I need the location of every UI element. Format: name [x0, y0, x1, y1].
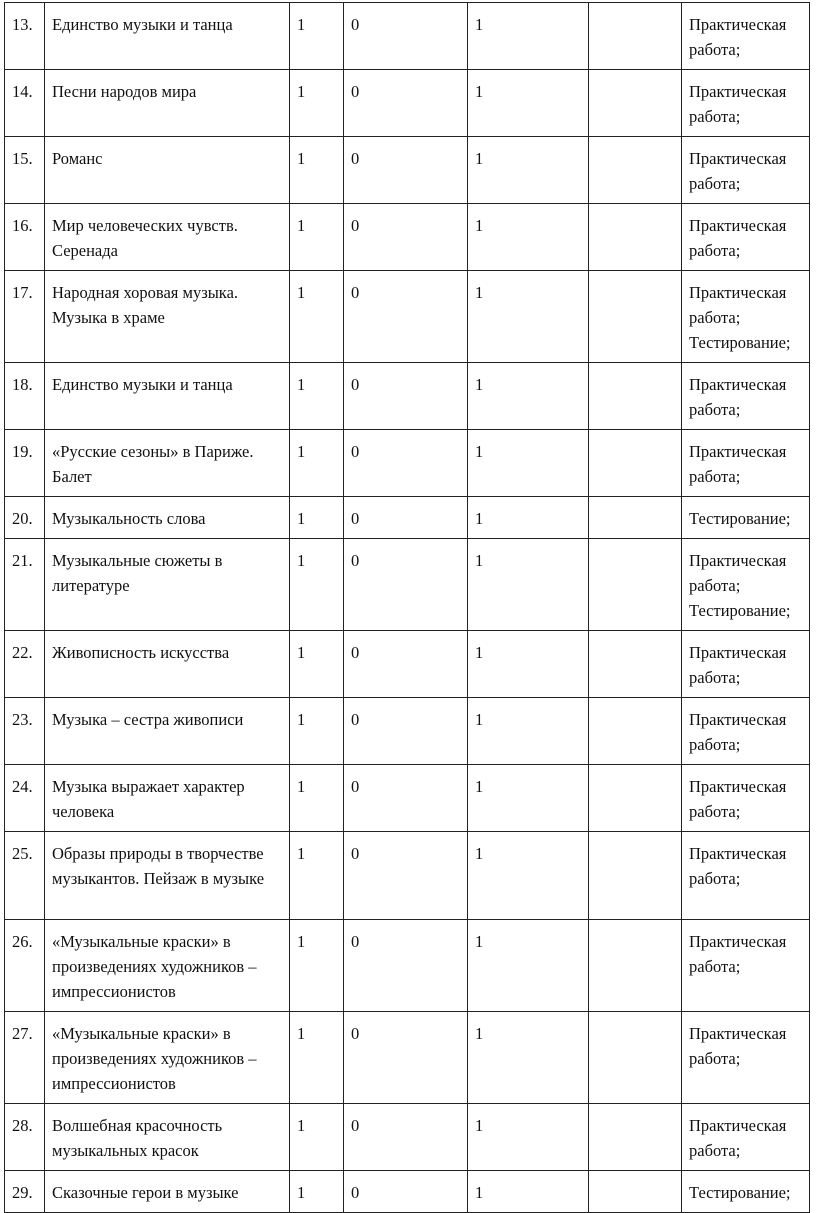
total-hours: 1	[290, 1012, 344, 1104]
control-hours: 0	[344, 631, 468, 698]
row-number: 27.	[5, 1012, 45, 1104]
table-row	[5, 832, 810, 920]
control-form: Практическая работа;	[682, 920, 810, 1012]
control-hours: 0	[344, 920, 468, 1012]
total-hours: 1	[290, 765, 344, 832]
control-form: Практическая работа;	[682, 204, 810, 271]
extra-column	[589, 3, 682, 70]
control-form: Практическая работа;	[682, 631, 810, 698]
extra-column	[589, 137, 682, 204]
control-form: Практическая работа;	[682, 430, 810, 497]
control-hours: 0	[344, 765, 468, 832]
table-row	[5, 271, 810, 363]
extra-column	[589, 430, 682, 497]
row-number: 22.	[5, 631, 45, 698]
lesson-topic: Народная хоровая музыка. Музыка в храме	[45, 271, 290, 363]
lesson-topic: «Русские сезоны» в Париже. Балет	[45, 430, 290, 497]
control-hours: 0	[344, 430, 468, 497]
extra-column	[589, 271, 682, 363]
row-number: 15.	[5, 137, 45, 204]
total-hours: 1	[290, 204, 344, 271]
row-number: 13.	[5, 3, 45, 70]
control-form: Практическая работа;	[682, 832, 810, 920]
table-row	[5, 204, 810, 271]
table-row	[5, 1012, 810, 1104]
total-hours: 1	[290, 1171, 344, 1213]
row-number: 19.	[5, 430, 45, 497]
total-hours: 1	[290, 832, 344, 920]
control-form: Практическая работа;	[682, 1104, 810, 1171]
extra-column	[589, 832, 682, 920]
extra-column	[589, 920, 682, 1012]
extra-column	[589, 204, 682, 271]
practice-hours: 1	[468, 1012, 589, 1104]
lesson-topic: «Музыкальные краски» в произведениях художников – импрессионистов	[45, 1012, 290, 1104]
total-hours: 1	[290, 70, 344, 137]
control-hours: 0	[344, 539, 468, 631]
row-number: 17.	[5, 271, 45, 363]
lesson-topic: Музыкальные сюжеты в литературе	[45, 539, 290, 631]
control-hours: 0	[344, 3, 468, 70]
control-hours: 0	[344, 70, 468, 137]
control-hours: 0	[344, 1171, 468, 1213]
table-row	[5, 1104, 810, 1171]
practice-hours: 1	[468, 137, 589, 204]
control-form: Практическая работа;	[682, 3, 810, 70]
lesson-topic: Романс	[45, 137, 290, 204]
practice-hours: 1	[468, 832, 589, 920]
row-number: 21.	[5, 539, 45, 631]
control-hours: 0	[344, 1012, 468, 1104]
total-hours: 1	[290, 631, 344, 698]
control-form: Практическая работа;	[682, 363, 810, 430]
lesson-topic: Единство музыки и танца	[45, 363, 290, 430]
lesson-topic: Музыкальность слова	[45, 497, 290, 539]
lesson-topic: Песни народов мира	[45, 70, 290, 137]
control-hours: 0	[344, 698, 468, 765]
extra-column	[589, 539, 682, 631]
practice-hours: 1	[468, 631, 589, 698]
extra-column	[589, 1012, 682, 1104]
table-row	[5, 765, 810, 832]
control-hours: 0	[344, 1104, 468, 1171]
row-number: 14.	[5, 70, 45, 137]
total-hours: 1	[290, 539, 344, 631]
practice-hours: 1	[468, 1171, 589, 1213]
total-hours: 1	[290, 920, 344, 1012]
practice-hours: 1	[468, 539, 589, 631]
extra-column	[589, 1104, 682, 1171]
control-form: Практическая работа;	[682, 698, 810, 765]
control-hours: 0	[344, 204, 468, 271]
lesson-topic: Мир человеческих чувств. Серенада	[45, 204, 290, 271]
practice-hours: 1	[468, 698, 589, 765]
control-form: Практическая работа;	[682, 137, 810, 204]
practice-hours: 1	[468, 497, 589, 539]
row-number: 26.	[5, 920, 45, 1012]
control-form: Практическая работа;	[682, 70, 810, 137]
row-number: 16.	[5, 204, 45, 271]
control-form: Практическая работа; Тестирование;	[682, 271, 810, 363]
table-row	[5, 363, 810, 430]
total-hours: 1	[290, 271, 344, 363]
row-number: 28.	[5, 1104, 45, 1171]
lesson-topic: Живописность искусства	[45, 631, 290, 698]
control-hours: 0	[344, 832, 468, 920]
lesson-topic: Музыка – сестра живописи	[45, 698, 290, 765]
lesson-topic: Волшебная красочность музыкальных красок	[45, 1104, 290, 1171]
practice-hours: 1	[468, 765, 589, 832]
lesson-topic: «Музыкальные краски» в произведениях художников – импрессионистов	[45, 920, 290, 1012]
total-hours: 1	[290, 363, 344, 430]
row-number: 29.	[5, 1171, 45, 1213]
lesson-topic: Единство музыки и танца	[45, 3, 290, 70]
total-hours: 1	[290, 430, 344, 497]
extra-column	[589, 698, 682, 765]
table-row	[5, 1171, 810, 1213]
lesson-topic: Образы природы в творчестве музыкантов. Пейзаж в музыке	[45, 832, 290, 920]
extra-column	[589, 70, 682, 137]
control-form: Тестирование;	[682, 1171, 810, 1213]
row-number: 25.	[5, 832, 45, 920]
practice-hours: 1	[468, 271, 589, 363]
control-hours: 0	[344, 497, 468, 539]
control-hours: 0	[344, 271, 468, 363]
extra-column	[589, 631, 682, 698]
practice-hours: 1	[468, 920, 589, 1012]
control-form: Практическая работа; Тестирование;	[682, 539, 810, 631]
total-hours: 1	[290, 1104, 344, 1171]
table-row	[5, 70, 810, 137]
extra-column	[589, 1171, 682, 1213]
lesson-topic: Музыка выражает характер человека	[45, 765, 290, 832]
table-row	[5, 3, 810, 70]
practice-hours: 1	[468, 204, 589, 271]
table-row	[5, 698, 810, 765]
row-number: 24.	[5, 765, 45, 832]
total-hours: 1	[290, 137, 344, 204]
table-row	[5, 430, 810, 497]
control-form: Тестирование;	[682, 497, 810, 539]
control-form: Практическая работа;	[682, 1012, 810, 1104]
practice-hours: 1	[468, 430, 589, 497]
extra-column	[589, 363, 682, 430]
practice-hours: 1	[468, 363, 589, 430]
row-number: 23.	[5, 698, 45, 765]
table-body	[5, 3, 810, 1213]
control-hours: 0	[344, 363, 468, 430]
total-hours: 1	[290, 698, 344, 765]
lesson-topic: Сказочные герои в музыке	[45, 1171, 290, 1213]
table-row	[5, 137, 810, 204]
total-hours: 1	[290, 497, 344, 539]
table-row	[5, 920, 810, 1012]
control-hours: 0	[344, 137, 468, 204]
practice-hours: 1	[468, 3, 589, 70]
lesson-plan-table	[4, 2, 810, 1213]
row-number: 20.	[5, 497, 45, 539]
control-form: Практическая работа;	[682, 765, 810, 832]
practice-hours: 1	[468, 1104, 589, 1171]
extra-column	[589, 765, 682, 832]
table-row	[5, 631, 810, 698]
practice-hours: 1	[468, 70, 589, 137]
row-number: 18.	[5, 363, 45, 430]
extra-column	[589, 497, 682, 539]
table-row	[5, 497, 810, 539]
table-row	[5, 539, 810, 631]
total-hours: 1	[290, 3, 344, 70]
